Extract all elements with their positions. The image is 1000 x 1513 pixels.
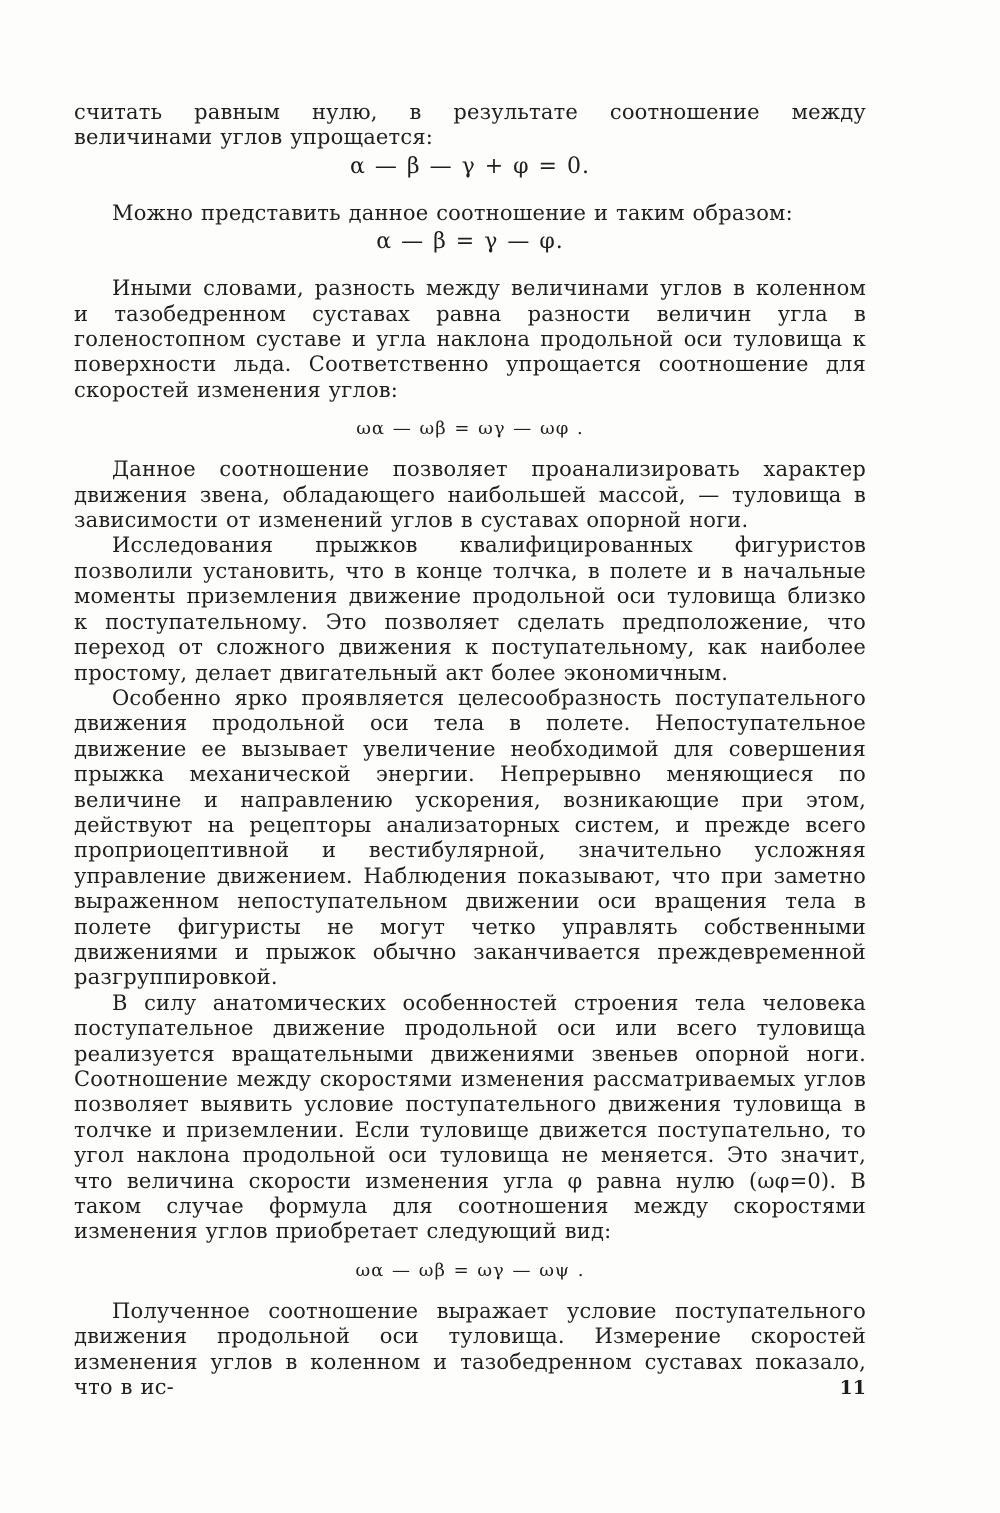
page-number: 11 [839,1377,866,1399]
paragraph-research: Исследования прыжков квалифицированных фигуристов позволили установить, что в конце толчка, в полете и в начальные моменты приземления движение продольной оси туловища близко к поступательному. Это позволяет сделать предположение, что переход от сложного движения к поступательному, как наиболее простому, делает двигательный акт более экономичным. [74,533,866,685]
paragraph-other-words: Иными словами, разность между величинами углов в коленном и тазобедренном суставах равна разности величин угла в голеностопном суставе и угла наклона продольной оси туловища к поверхности льда. Соответственно упрощается соотношение для скоростей изменения углов: [74,276,866,402]
paragraph-analysis: Данное соотношение позволяет проанализировать характер движения звена, обладающего наибольшей массой, — туловища в зависимости от изменений углов в суставах опорной ноги. [74,457,866,533]
formula-translational-condition: ωα — ωβ = ωγ — ωψ . [355,1259,585,1281]
paragraph-result: Полученное соотношение выражает условие поступательного движения продольной оси туловища. Измерение скоростей изменения углов в коленном и тазобедренном суставах показало, что в ис- [74,1298,866,1400]
spacer [74,187,866,201]
formula-angles-difference: α — β = γ — φ. [376,229,564,255]
spacer [74,262,866,276]
paragraph-expedient: Особенно ярко проявляется целесообразность поступательного движения продольной оси тела в полете. Непоступательное движение ее вызывает увеличение необходимой для совершения прыжка механической энергии. Непрерывно меняющиеся по величине и направлению ускорения, возникающие при этом, действуют на рецепторы анализаторных систем, и прежде всего проприоцептивной и вестибулярной, значительно усложняя управление движением. Наблюдения показывают, что при заметно выраженном непоступательном движении оси вращения тела в полете фигуристы не могут четко управлять собственными движениями и прыжок обычно заканчивается преждевременной разгруппировкой. [74,685,866,990]
paragraph-anatomy: В силу анатомических особенностей строения тела человека поступательное движение продольной оси или всего туловища реализуется вращательными движениями звеньев опорной ноги. Соотношение между скоростями изменения рассматриваемых углов позволяет выявить условие поступательного движения туловища в толчке и приземлении. Если туловище движется поступательно, то угол наклона продольной оси туловища не меняется. Это значит, что величина скорости изменения угла φ равна нулю (ωφ=0). В таком случае формула для соотношения между скоростями изменения углов приобретает следующий вид: [74,990,866,1244]
paragraph-represent: Можно представить данное соотношение и таким образом: [112,200,793,225]
formula-angular-velocities: ωα — ωβ = ωγ — ωφ . [356,418,584,440]
body-text [74,100,866,1400]
formula-angles-sum: α — β — γ + φ = 0. [350,153,590,179]
paragraph-intro: считать равным нулю, в результате соотношение между величинами углов упрощается: [74,100,866,150]
